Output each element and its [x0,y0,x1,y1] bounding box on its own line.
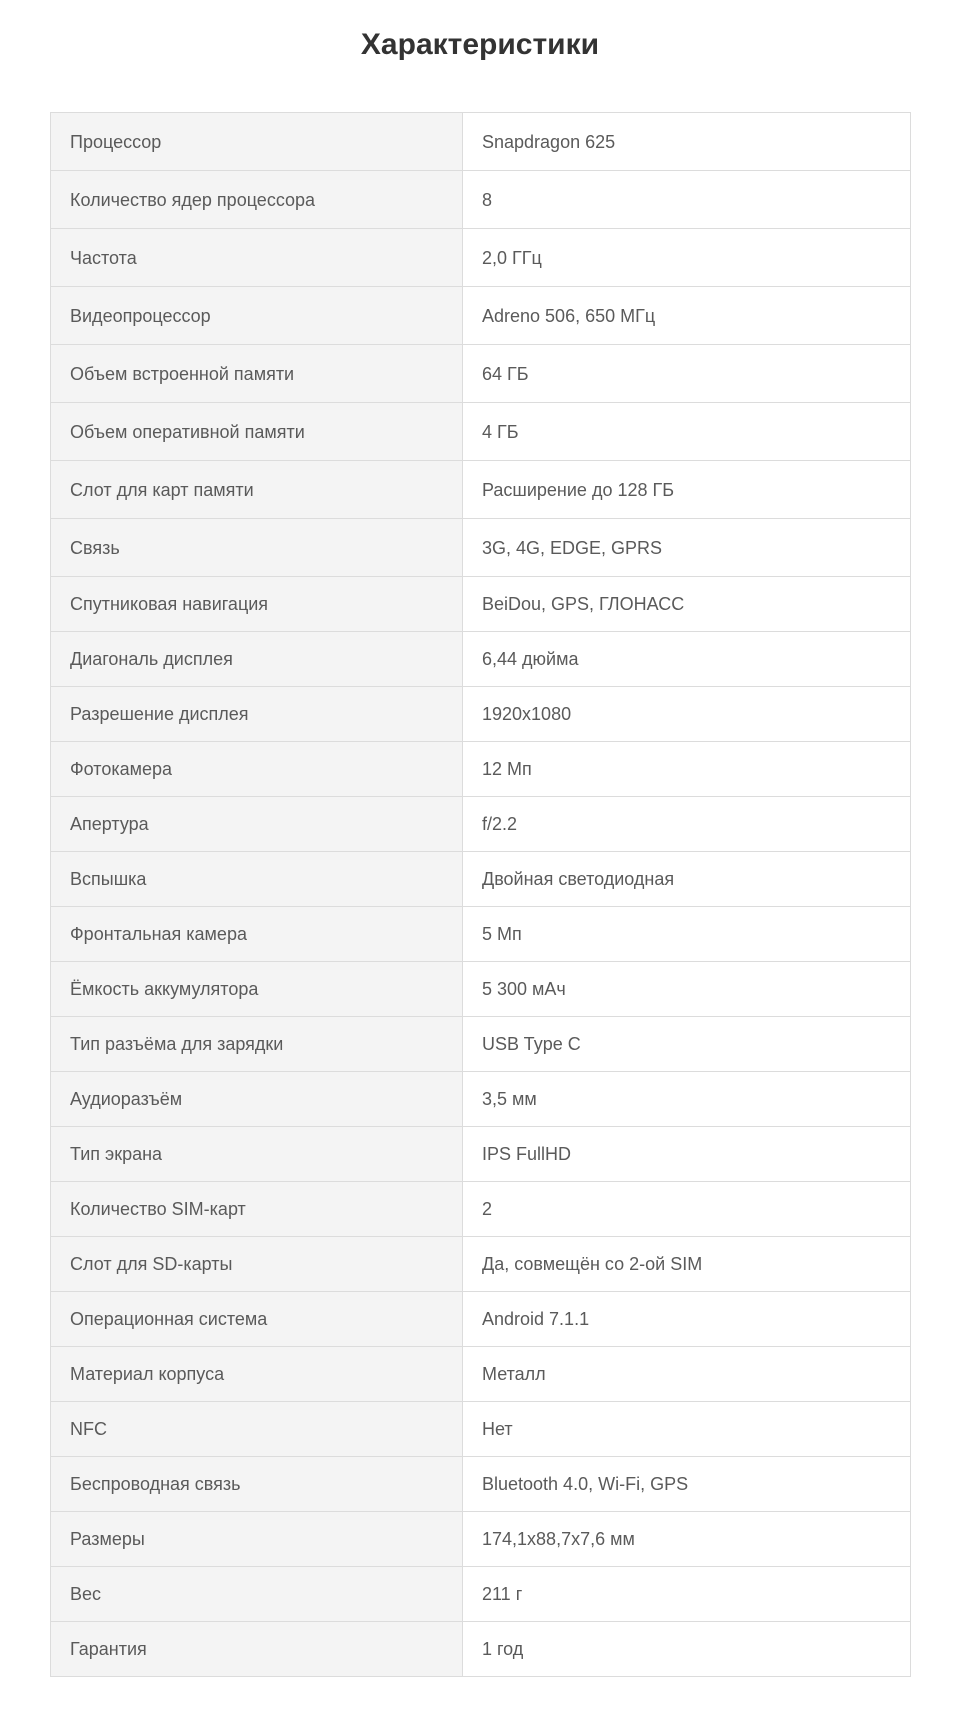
table-row [51,1567,911,1622]
spec-value: 64 ГБ [463,345,911,403]
table-row [51,1127,911,1182]
table-row [51,632,911,687]
spec-label: Гарантия [51,1622,463,1677]
table-row [51,1457,911,1512]
spec-value: Snapdragon 625 [463,113,911,171]
table-row [51,742,911,797]
spec-value: 8 [463,171,911,229]
table-row [51,113,911,171]
table-row [51,403,911,461]
spec-label: Процессор [51,113,463,171]
spec-label: Материал корпуса [51,1347,463,1402]
spec-label: Вес [51,1567,463,1622]
spec-value: 2 [463,1182,911,1237]
spec-value: 1 год [463,1622,911,1677]
table-row [51,345,911,403]
spec-label: Фронтальная камера [51,907,463,962]
spec-value: 3G, 4G, EDGE, GPRS [463,519,911,577]
spec-value: 12 Мп [463,742,911,797]
table-row [51,1402,911,1457]
spec-label: Спутниковая навигация [51,577,463,632]
table-row [51,852,911,907]
table-row [51,907,911,962]
spec-label: Вспышка [51,852,463,907]
spec-value: BeiDou, GPS, ГЛОНАСС [463,577,911,632]
page-title: Характеристики [360,28,600,61]
spec-value: 5 300 мАч [463,962,911,1017]
spec-label: Слот для SD-карты [51,1237,463,1292]
table-row [51,1347,911,1402]
spec-value: USB Type C [463,1017,911,1072]
table-row [51,1237,911,1292]
spec-label: Беспроводная связь [51,1457,463,1512]
spec-value: Да, совмещён со 2-ой SIM [463,1237,911,1292]
spec-value: Нет [463,1402,911,1457]
spec-label: Диагональ дисплея [51,632,463,687]
spec-label: Фотокамера [51,742,463,797]
table-row [51,687,911,742]
spec-value: 5 Мп [463,907,911,962]
table-row [51,577,911,632]
table-row [51,962,911,1017]
spec-label: Ёмкость аккумулятора [51,962,463,1017]
table-row [51,1512,911,1567]
spec-value: Расширение до 128 ГБ [463,461,911,519]
spec-label: Частота [51,229,463,287]
spec-value: Двойная светодиодная [463,852,911,907]
spec-value: Android 7.1.1 [463,1292,911,1347]
spec-label: Количество SIM-карт [51,1182,463,1237]
table-row [51,797,911,852]
spec-value: 1920x1080 [463,687,911,742]
spec-label: Слот для карт памяти [51,461,463,519]
spec-value: f/2.2 [463,797,911,852]
table-row [51,1017,911,1072]
table-row [51,229,911,287]
spec-value: 174,1x88,7x7,6 мм [463,1512,911,1567]
specs-table [50,112,911,1677]
table-row [51,519,911,577]
table-row [51,1182,911,1237]
spec-value: 6,44 дюйма [463,632,911,687]
spec-value: 3,5 мм [463,1072,911,1127]
table-row [51,1622,911,1677]
table-row [51,287,911,345]
spec-label: Количество ядер процессора [51,171,463,229]
spec-label: Видеопроцессор [51,287,463,345]
spec-label: Тип экрана [51,1127,463,1182]
spec-label: Объем встроенной памяти [51,345,463,403]
spec-label: Апертура [51,797,463,852]
spec-value: IPS FullHD [463,1127,911,1182]
spec-value: Adreno 506, 650 МГц [463,287,911,345]
spec-label: Связь [51,519,463,577]
spec-value: 4 ГБ [463,403,911,461]
spec-value: 211 г [463,1567,911,1622]
table-row [51,1072,911,1127]
table-row [51,461,911,519]
spec-label: Операционная система [51,1292,463,1347]
spec-label: Размеры [51,1512,463,1567]
spec-value: Металл [463,1347,911,1402]
spec-label: Тип разъёма для зарядки [51,1017,463,1072]
spec-value: 2,0 ГГц [463,229,911,287]
spec-label: Аудиоразъём [51,1072,463,1127]
table-row [51,171,911,229]
spec-label: Объем оперативной памяти [51,403,463,461]
spec-label: Разрешение дисплея [51,687,463,742]
table-row [51,1292,911,1347]
spec-label: NFC [51,1402,463,1457]
spec-value: Bluetooth 4.0, Wi-Fi, GPS [463,1457,911,1512]
